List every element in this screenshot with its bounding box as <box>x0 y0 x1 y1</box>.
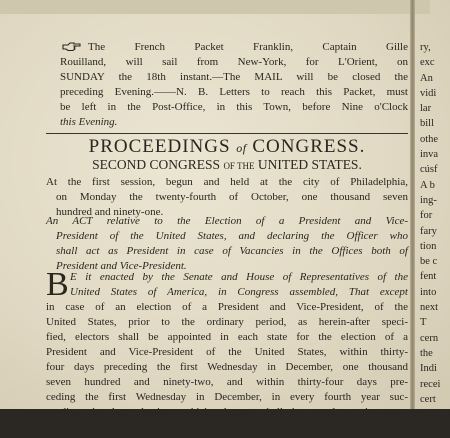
right-col-line: be c <box>420 256 438 268</box>
notice-line-2: Rouilland, will sail from New-York, for L'Orient, on <box>60 56 408 68</box>
right-col-line: the <box>420 347 433 359</box>
right-col-line: othe <box>420 133 439 145</box>
right-col-line: bill <box>420 409 435 421</box>
act-line-2: President of the United States, and declaring the Officer who <box>56 230 408 242</box>
notice-line-3: SUNDAY the 18th instant.—The MAIL will be closed the <box>60 71 408 83</box>
right-col-line: exc <box>420 57 435 69</box>
enact-line-5: fied, electors shall be appointed in each state for the election of a <box>46 331 408 343</box>
session-line-1: At the first session, begun and held at the city of Philadelphia, <box>46 176 408 188</box>
right-col-line: An <box>420 72 433 84</box>
notice-line-6: this Evening. <box>60 116 118 128</box>
enact-line-2: United States of America, in Congress assembled, That except <box>70 286 408 298</box>
notice-line-1: The French Packet Franklin, Captain Gille <box>88 41 408 53</box>
right-col-line: ing- <box>420 194 437 206</box>
drop-cap: B <box>46 266 69 303</box>
act-line-4: President and Vice-President. <box>56 260 187 272</box>
right-col-line: inva <box>420 149 439 161</box>
right-col-line: into <box>420 286 437 298</box>
right-col-line: Indi <box>420 363 437 375</box>
right-col-line: cúsf <box>420 164 438 176</box>
congress-subheading <box>46 157 408 173</box>
section-rule <box>46 133 408 134</box>
page-top-band <box>0 0 430 14</box>
proceedings-heading <box>46 136 408 158</box>
column-gutter <box>410 0 415 409</box>
enact-line-3: in case of an election of a President and Vice-President, of the <box>46 301 408 313</box>
right-col-line: Secr <box>420 424 439 436</box>
right-col-line: lar <box>420 103 432 115</box>
heading-main-1: PROCEEDINGS <box>88 136 231 157</box>
right-col-line: tion <box>420 240 437 252</box>
right-col-line: cert <box>420 393 436 405</box>
heading-main-2: CONGRESS. <box>252 136 366 157</box>
right-col-line: fent <box>420 271 437 283</box>
session-line-2: on Monday the twenty-fourth of October, one thousand seven <box>56 191 408 203</box>
enact-line-6: President and Vice-President of the United States, within thirty- <box>46 346 408 358</box>
right-col-line: bill <box>420 118 435 130</box>
right-col-line: T <box>420 317 427 329</box>
session-line-3: hundred and ninety-one. <box>56 206 164 218</box>
enact-line-10: ceeding the last election, which electors shall be equal to the num- <box>46 406 408 418</box>
enact-line-4: United States, prior to the ordinary period, as herein-after speci- <box>46 316 408 328</box>
enactment-paragraph <box>46 266 408 420</box>
right-col-line: recei <box>420 378 441 390</box>
enact-line-7: four days preceding the first Wednesday in December, one thousand <box>46 361 408 373</box>
adjacent-column-fragment <box>420 40 450 438</box>
enact-line-1: E it enacted by the Senate and House of Representatives of the <box>70 271 408 283</box>
right-col-line: vidi <box>420 87 437 99</box>
subheading-part-2: UNITED STATES. <box>257 157 362 172</box>
notice-line-5: be left in the Post-Office, in this Town, before Nine o'Clock <box>60 101 408 113</box>
right-col-line: for <box>420 210 433 222</box>
heading-small: of <box>236 141 247 155</box>
enact-line-9: ceding the first Wednesday in December, in every fourth year suc- <box>46 391 408 403</box>
act-line-1: An ACT relative to the Election of a President and Vice- <box>46 215 408 227</box>
right-col-line: cern <box>420 332 439 344</box>
subheading-part-1: SECOND CONGRESS <box>92 157 221 172</box>
right-col-line: ry, <box>420 42 431 53</box>
notice-line-4: preceding Evening.——N. B. Letters to reach this Packet, must <box>60 86 408 98</box>
right-col-line: next <box>420 302 439 314</box>
subheading-small: OF THE <box>223 161 255 171</box>
act-title <box>46 214 408 274</box>
right-col-line: A b <box>420 179 435 191</box>
act-line-3: shall act as President in case of Vacancies in the Offices both of <box>56 245 408 257</box>
right-col-line: fary <box>420 225 437 237</box>
packet-notice <box>46 40 408 130</box>
enact-line-8: seven hundred and ninety-two, and within thirty-four days pre- <box>46 376 408 388</box>
